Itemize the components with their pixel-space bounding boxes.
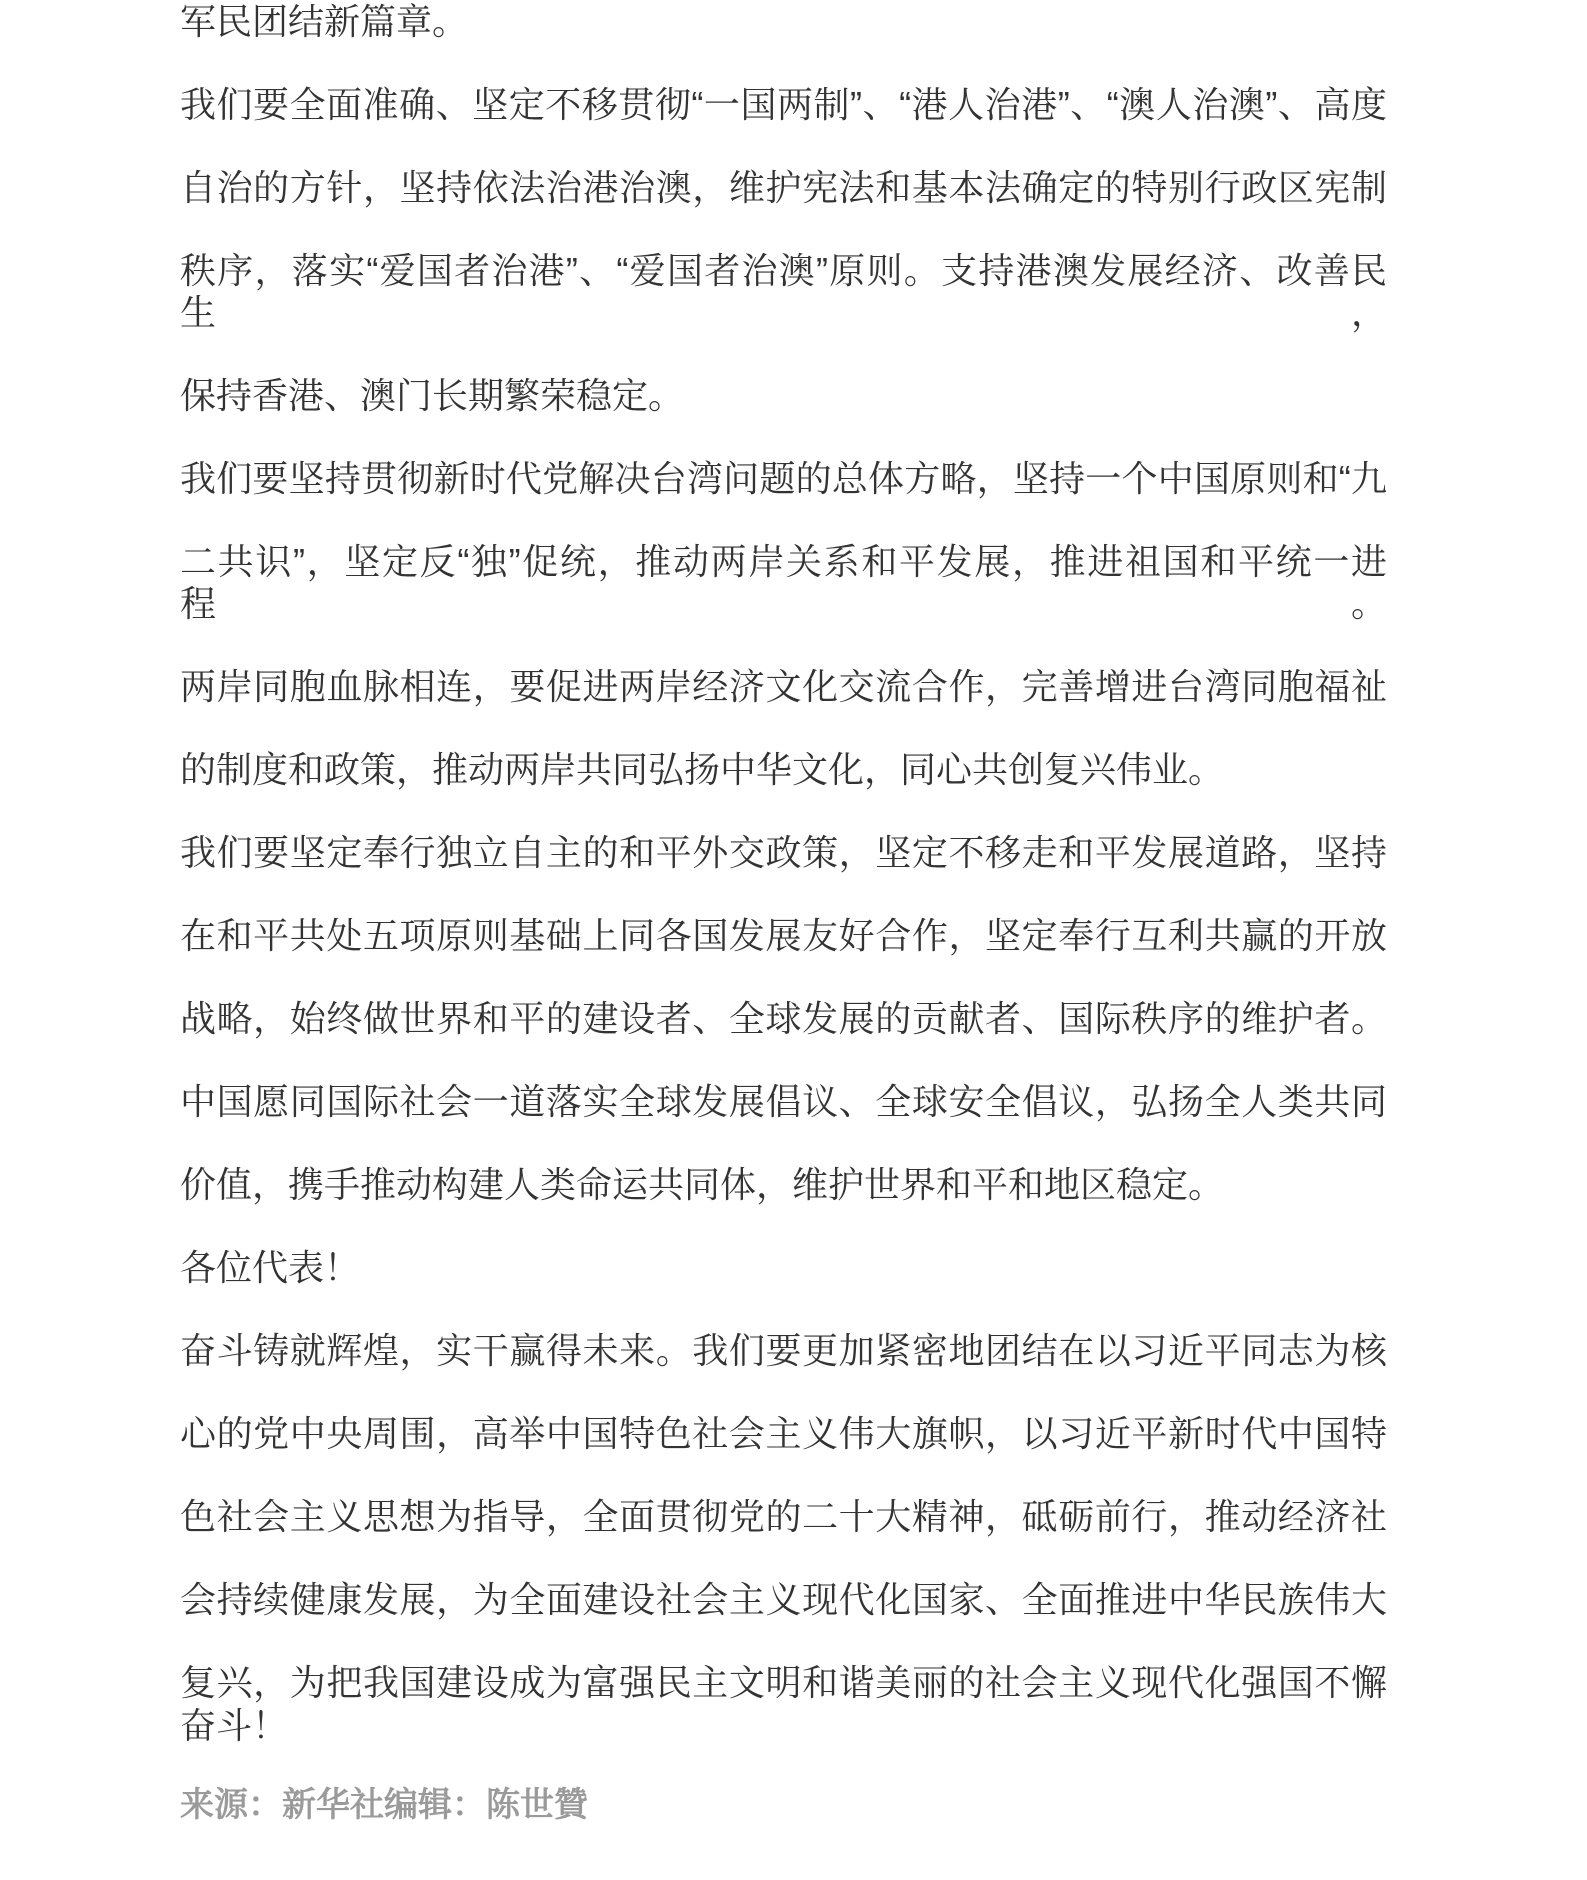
- text-line: 两岸同胞血脉相连，要促进两岸经济文化交流合作，完善增进台湾同胞福祉: [180, 666, 1387, 707]
- text-line: 军民团结新篇章。: [180, 1, 469, 42]
- text-line: 我们要全面准确、坚定不移贯彻“一国两制”、“港人治港”、“澳人治澳”、高度: [180, 84, 1387, 125]
- text-line: 中国愿同国际社会一道落实全球发展倡议、全球安全倡议，弘扬全人类共同: [180, 1081, 1387, 1122]
- text-line: 在和平共处五项原则基础上同各国发展友好合作，坚定奉行互利共赢的开放: [180, 915, 1387, 956]
- paragraph: [180, 832, 1387, 1206]
- text-line: 会持续健康发展，为全面建设社会主义现代化国家、全面推进中华民族伟大: [180, 1579, 1387, 1620]
- text-line: 战略，始终做世界和平的建设者、全球发展的贡献者、国际秩序的维护者。: [180, 998, 1387, 1039]
- text-line: 的制度和政策，推动两岸共同弘扬中华文化，同心共创复兴伟业。: [180, 749, 1225, 790]
- text-line: 复兴，为把我国建设成为富强民主文明和谐美丽的社会主义现代化强国不懈: [180, 1662, 1387, 1703]
- text-line: 二共识”，坚定反“独”促统，推动两岸关系和平发展，推进祖国和平统一进程。: [180, 541, 1387, 624]
- paragraph: [180, 1247, 1387, 1289]
- paragraph: [180, 458, 1387, 791]
- text-line: 我们要坚持贯彻新时代党解决台湾问题的总体方略，坚持一个中国原则和“九: [180, 458, 1387, 499]
- text-line: 秩序，落实“爱国者治港”、“爱国者治澳”原则。支持港澳发展经济、改善民生，: [180, 250, 1387, 333]
- text-line: 价值，携手推动构建人类命运共同体，维护世界和平和地区稳定。: [180, 1164, 1225, 1205]
- text-line: 各位代表！: [180, 1247, 361, 1288]
- text-line: 心的党中央周围，高举中国特色社会主义伟大旗帜，以习近平新时代中国特: [180, 1413, 1387, 1454]
- article-body: [180, 1, 1387, 1747]
- paragraph: [180, 84, 1387, 417]
- paragraph: [180, 1330, 1387, 1747]
- text-line: 保持香港、澳门长期繁荣稳定。: [180, 375, 685, 416]
- text-line: 色社会主义思想为指导，全面贯彻党的二十大精神，砥砺前行，推动经济社: [180, 1496, 1387, 1537]
- text-line: 奋斗铸就辉煌，实干赢得未来。我们要更加紧密地团结在以习近平同志为核: [180, 1330, 1387, 1371]
- source-editor-line: 来源：新华社编辑：陈世贊: [180, 1786, 588, 1824]
- paragraph: [180, 1, 1387, 43]
- text-line: 奋斗！: [180, 1705, 289, 1746]
- text-line: 我们要坚定奉行独立自主的和平外交政策，坚定不移走和平发展道路，坚持: [180, 832, 1387, 873]
- text-line: 自治的方针，坚持依法治港治澳，维护宪法和基本法确定的特别行政区宪制: [180, 167, 1387, 208]
